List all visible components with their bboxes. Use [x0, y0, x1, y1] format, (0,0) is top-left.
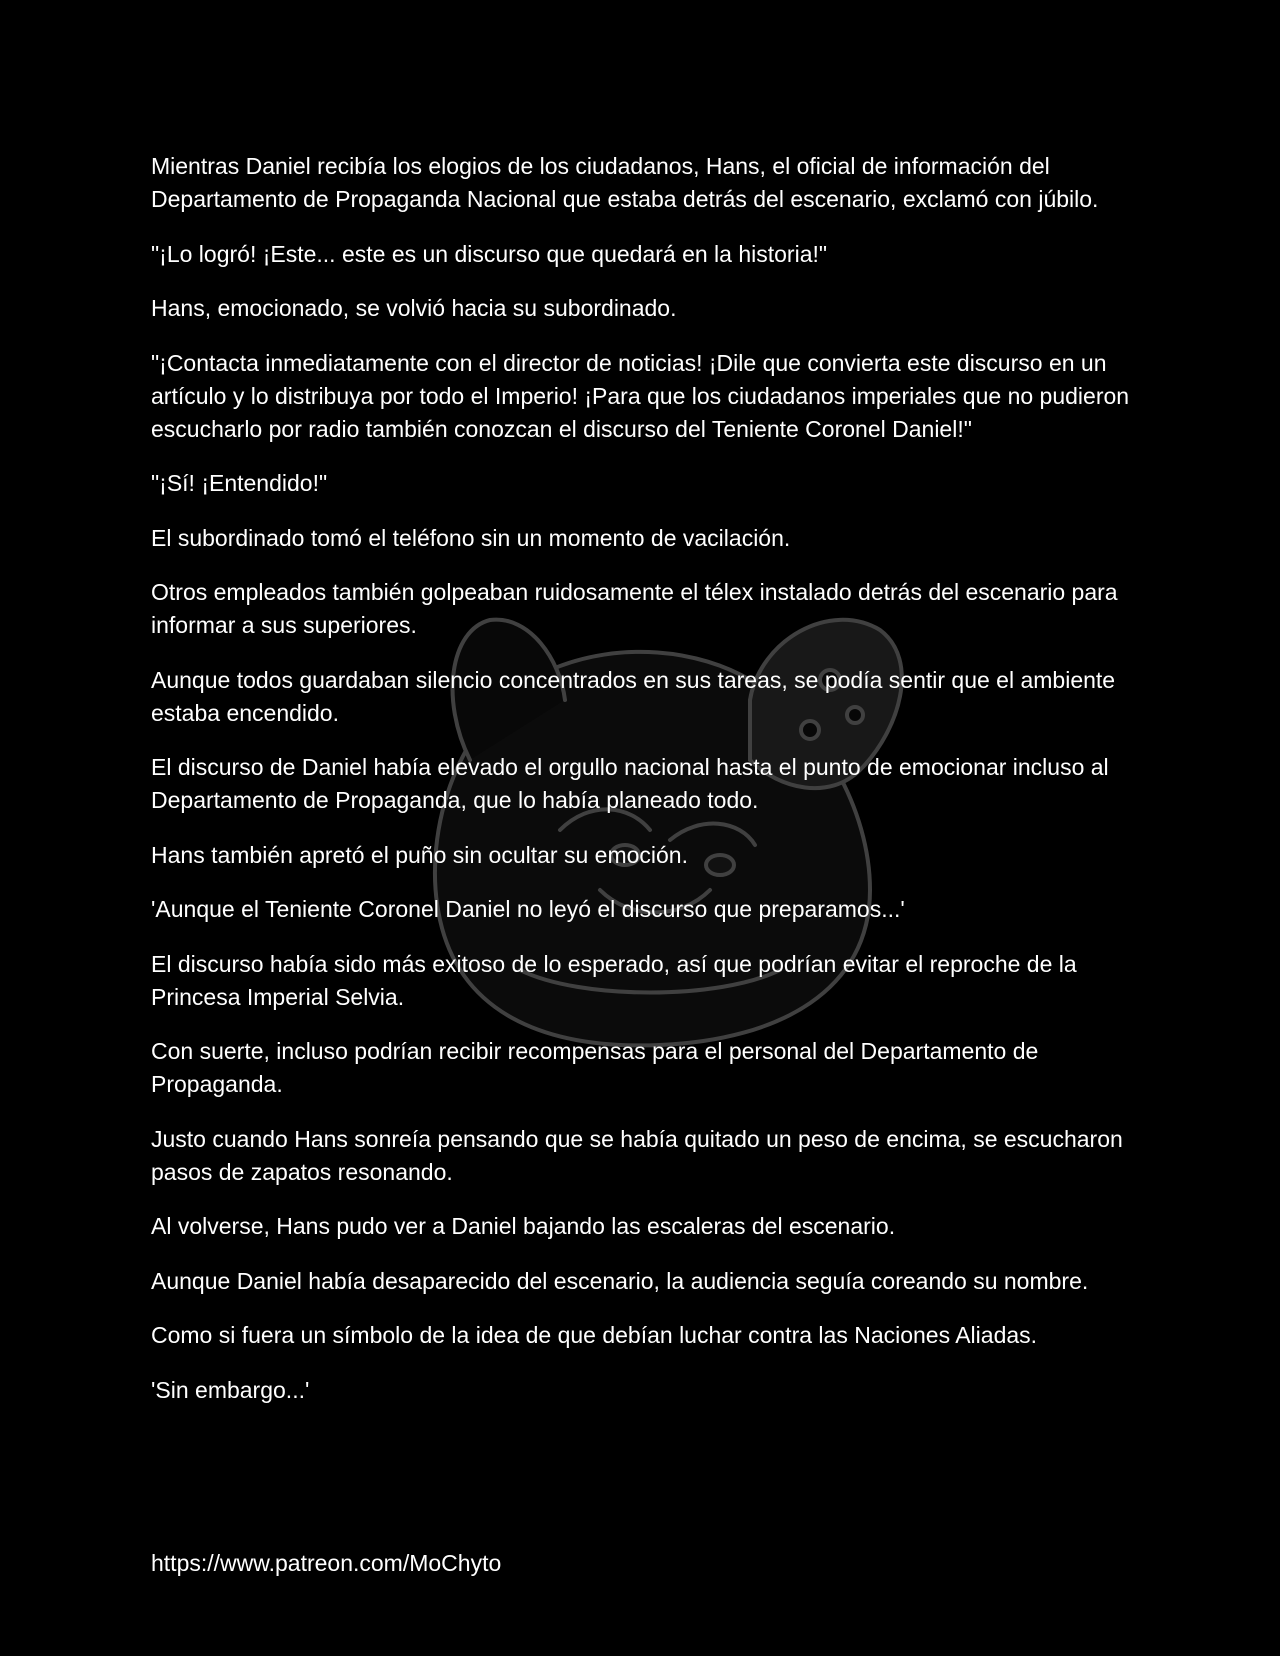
paragraph: Como si fuera un símbolo de la idea de que debían luchar contra las Naciones Aliadas. [151, 1322, 1038, 1348]
paragraph: Hans, emocionado, se volvió hacia su subordinado. [151, 295, 677, 321]
paragraph: Con suerte, incluso podrían recibir recompensas para el personal del Departamento de Propaganda. [151, 1038, 1039, 1097]
patreon-link[interactable]: https://www.patreon.com/MoChyto [151, 1550, 502, 1576]
paragraph: "¡Sí! ¡Entendido!" [151, 470, 328, 496]
paragraph: Justo cuando Hans sonreía pensando que se había quitado un peso de encima, se escucharon pasos de zapatos resonando. [151, 1125, 1123, 1185]
paragraph: Aunque Daniel había desaparecido del escenario, la audiencia seguía coreando su nombre. [151, 1267, 1089, 1294]
paragraph: "¡Lo logró! ¡Este... este es un discurso que quedará en la historia!" [151, 240, 828, 267]
paragraph: 'Aunque el Teniente Coronel Daniel no leyó el discurso que preparamos...' [151, 896, 905, 922]
paragraph: Hans también apretó el puño sin ocultar su emoción. [151, 841, 688, 868]
paragraph: Mientras Daniel recibía los elogios de los ciudadanos, Hans, el oficial de información del Departamento de Propaganda Nacional que estaba detrás del escenario, exclamó con júbilo. [151, 153, 1099, 212]
paragraph: Al volverse, Hans pudo ver a Daniel bajando las escaleras del escenario. [151, 1213, 896, 1239]
paragraph: El discurso de Daniel había elevado el orgullo nacional hasta el punto de emocionar incluso al Departamento de Propaganda, que lo había planeado todo. [151, 754, 1109, 813]
paragraph: "¡Contacta inmediatamente con el director de noticias! ¡Dile que convierta este discurso en un artículo y lo distribuya por todo el Imperio! ¡Para que los ciudadanos imperiales que no pudieron escucharlo por radio también conozcan el discurso del Teniente Coronel Daniel!" [151, 349, 1130, 442]
paragraph: 'Sin embargo...' [151, 1376, 310, 1403]
document-body [151, 150, 1136, 1428]
paragraph: Otros empleados también golpeaban ruidosamente el télex instalado detrás del escenario para informar a sus superiores. [151, 579, 1118, 638]
paragraph: El subordinado tomó el teléfono sin un momento de vacilación. [151, 524, 791, 551]
paragraph: Aunque todos guardaban silencio concentrados en sus tareas, se podía sentir que el ambiente estaba encendido. [151, 666, 1116, 726]
paragraph: El discurso había sido más exitoso de lo esperado, así que podrían evitar el reproche de la Princesa Imperial Selvia. [151, 950, 1077, 1010]
